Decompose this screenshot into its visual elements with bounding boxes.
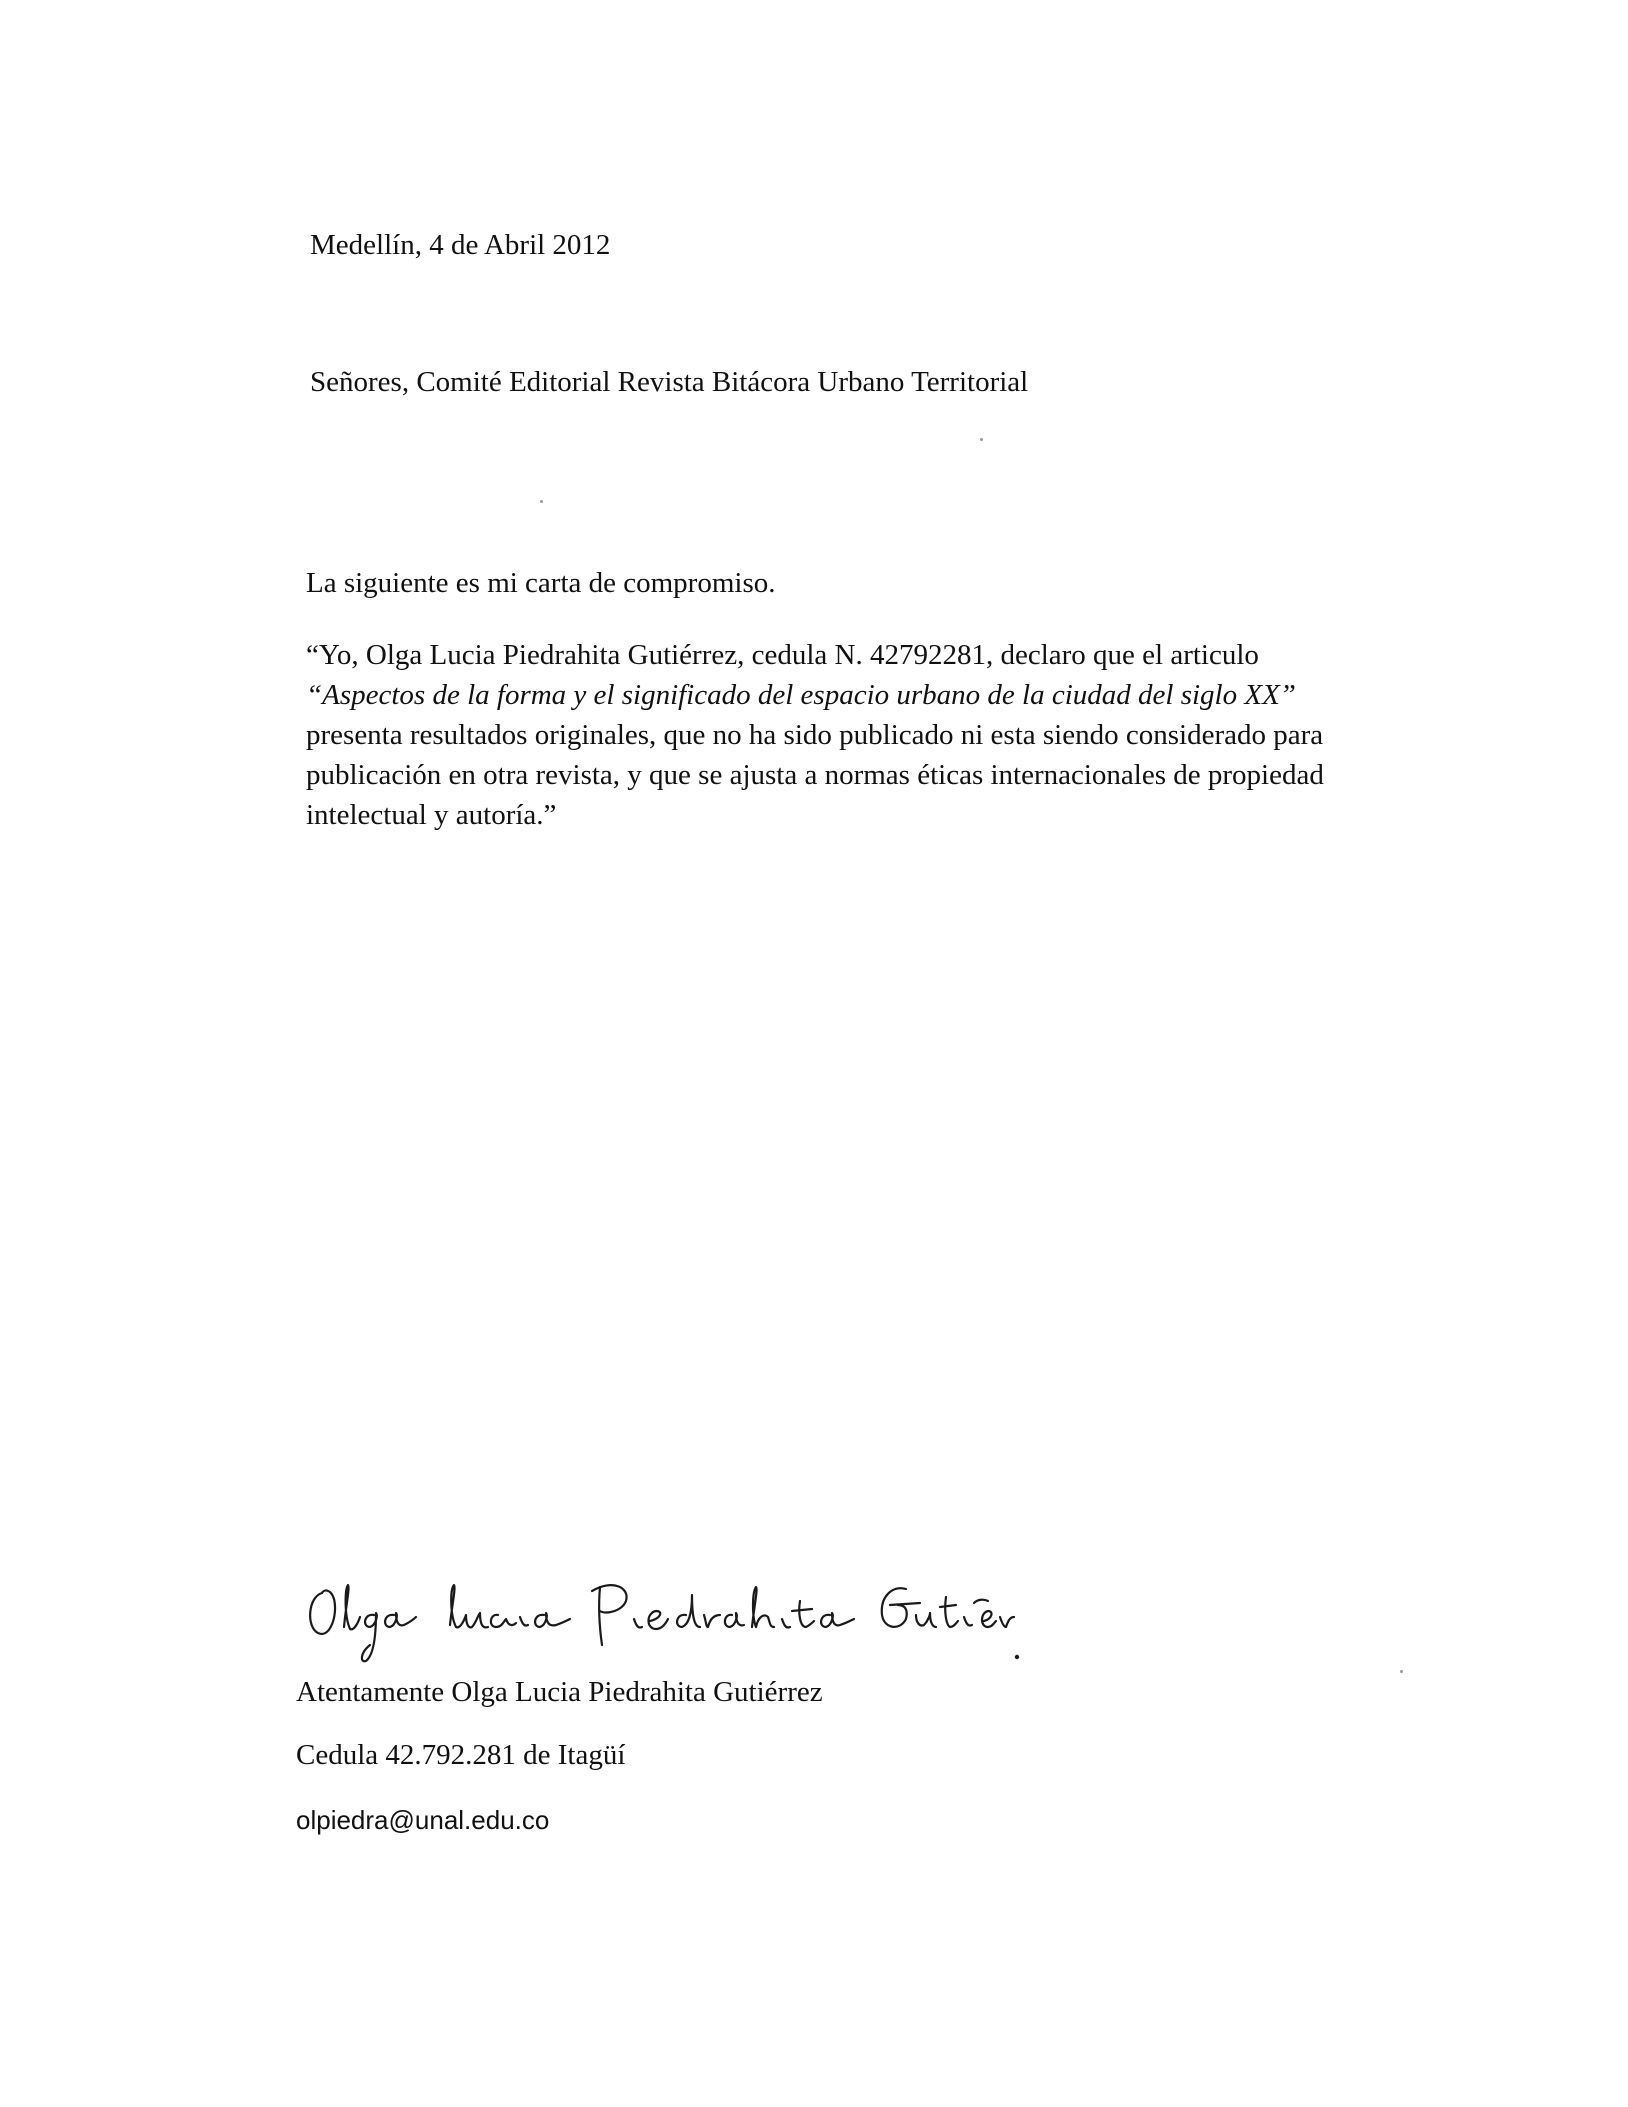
email-address: olpiedra@unal.edu.co xyxy=(296,1805,550,1835)
statement-line: publicación en otra revista, y que se ajusta a normas éticas internacionales de propiedad xyxy=(306,759,1324,791)
article-title-line: “Aspectos de la forma y el significado del espacio urbano de la ciudad del siglo XX” xyxy=(306,679,1296,711)
letter-date: Medellín, 4 de Abril 2012 xyxy=(310,229,611,261)
closing-signoff: Atentamente Olga Lucia Piedrahita Gutiérrez xyxy=(296,1676,823,1708)
statement-line: presenta resultados originales, que no ha sido publicado ni esta siendo considerado para xyxy=(306,719,1324,751)
letter-intro: La siguiente es mi carta de compromiso. xyxy=(306,567,776,599)
statement-line: intelectual y autoría.” xyxy=(306,799,557,831)
letter-recipient: Señores, Comité Editorial Revista Bitácora Urbano Territorial xyxy=(310,366,1029,398)
handwritten-signature xyxy=(300,1565,1020,1675)
commitment-statement xyxy=(306,635,1416,835)
scan-speck xyxy=(980,438,983,441)
statement-line: “Yo, Olga Lucia Piedrahita Gutiérrez, cedula N. 42792281, declaro que el articulo xyxy=(306,639,1259,671)
scan-speck xyxy=(540,500,543,503)
scan-speck xyxy=(1400,1670,1403,1673)
id-number: Cedula 42.792.281 de Itagüí xyxy=(296,1739,626,1771)
